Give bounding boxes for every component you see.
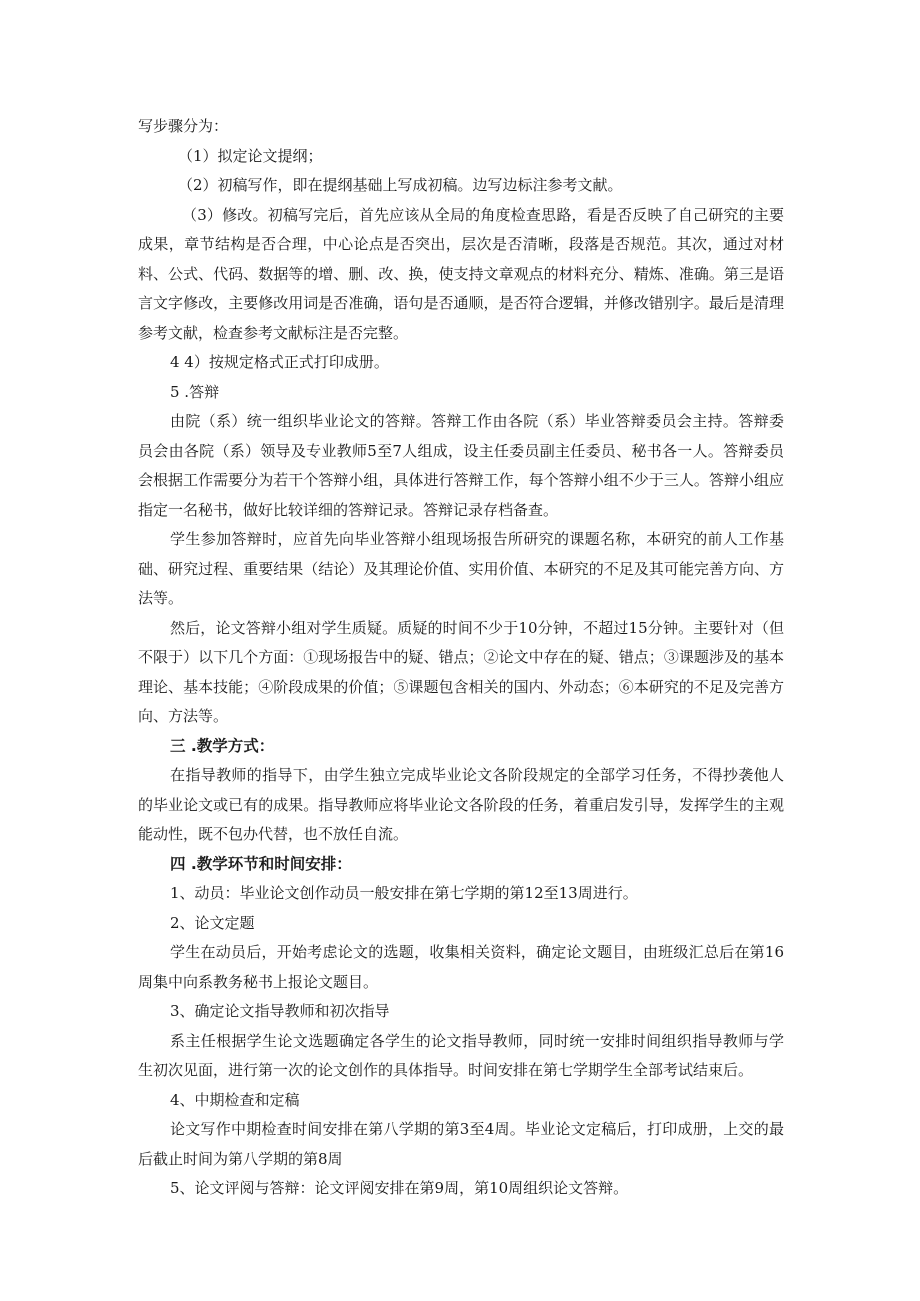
heading-schedule: 四 .教学环节和时间安排： bbox=[170, 854, 352, 873]
schedule-item-4: 4、中期检查和定稿 bbox=[170, 1090, 300, 1109]
schedule-item-5: 5、论文评阅与答辩：论文评阅安排在第9周，第10周组织论文答辩。 bbox=[170, 1179, 629, 1197]
list-item-step-3: （3）修改。初稿写完后，首先应该从全局的角度检查思路，看是否反映了自己研究的主要成果，章节结构是否合理，中心论点是否突出，层次是否清晰，段落是否规范。其次，通过对材料、公式、代码、数据等的增、删、改、换，使支持文章观点的材料充分、精炼、准确。第三是语言文字修改，主要修改用词是否准确，语句是否通顺，是否符合逻辑，并修改错别字。最后是清理参考文献，检查参考文献标注是否完整。 bbox=[138, 205, 784, 342]
schedule-item-1: 1、动员：毕业论文创作动员一般安排在第七学期的第12至13周进行。 bbox=[170, 884, 638, 902]
schedule-item-4-text: 论文写作中期检查时间安排在第八学期的第3至4周。毕业论文定稿后，打印成册，上交的最后截止时间为第八学期的第8周 bbox=[138, 1120, 784, 1168]
paragraph-teaching-method: 在指导教师的指导下，由学生独立完成毕业论文各阶段规定的全部学习任务，不得抄袭他人的毕业论文或已有的成果。指导教师应将毕业论文各阶段的任务，着重启发引导，发挥学生的主观能动性，既不包办代替，也不放任自流。 bbox=[138, 766, 784, 843]
list-item-step-2: （2）初稿写作，即在提纲基础上写成初稿。边写边标注参考文献。 bbox=[178, 176, 623, 194]
list-item-step-1: （1）拟定论文提纲； bbox=[178, 146, 323, 165]
text-line: 写步骤分为： bbox=[138, 117, 229, 135]
heading-teaching-method: 三 .教学方式： bbox=[170, 736, 275, 755]
list-item-step-4: 4 4）按规定格式正式打印成册。 bbox=[170, 353, 389, 371]
schedule-item-3: 3、确定论文指导教师和初次指导 bbox=[170, 1002, 390, 1020]
document-page bbox=[138, 112, 784, 1204]
paragraph-defense-2: 学生参加答辩时，应首先向毕业答辩小组现场报告所研究的课题名称，本研究的前人工作基础、研究过程、重要结果（结论）及其理论价值、实用价值、本研究的不足及其可能完善方向、方法等。 bbox=[138, 530, 784, 607]
schedule-item-2-text: 学生在动员后，开始考虑论文的选题，收集相关资料，确定论文题目，由班级汇总后在第16周集中向系教务秘书上报论文题目。 bbox=[138, 943, 784, 991]
section-title-defense: 5 .答辩 bbox=[170, 382, 220, 401]
paragraph-defense-3: 然后，论文答辩小组对学生质疑。质疑的时间不少于10分钟，不超过15分钟。主要针对（但不限于）以下几个方面：①现场报告中的疑、错点；②论文中存在的疑、错点；③课题涉及的基本理论、基本技能；④阶段成果的价值；⑤课题包含相关的国内、外动态；⑥本研究的不足及完善方向、方法等。 bbox=[138, 618, 784, 725]
schedule-item-3-text: 系主任根据学生论文选题确定各学生的论文指导教师，同时统一安排时间组织指导教师与学生初次见面，进行第一次的论文创作的具体指导。时间安排在第七学期学生全部考试结束后。 bbox=[138, 1031, 784, 1079]
schedule-item-2: 2、论文定题 bbox=[170, 913, 255, 932]
paragraph-defense-1: 由院（系）统一组织毕业论文的答辩。答辩工作由各院（系）毕业答辩委员会主持。答辩委员会由各院（系）领导及专业教师5至7人组成，设主任委员副主任委员、秘书各一人。答辩委员会根据工作需要分为若干个答辩小组，具体进行答辩工作，每个答辩小组不少于三人。答辩小组应指定一名秘书，做好比较详细的答辩记录。答辩记录存档备查。 bbox=[138, 412, 784, 519]
